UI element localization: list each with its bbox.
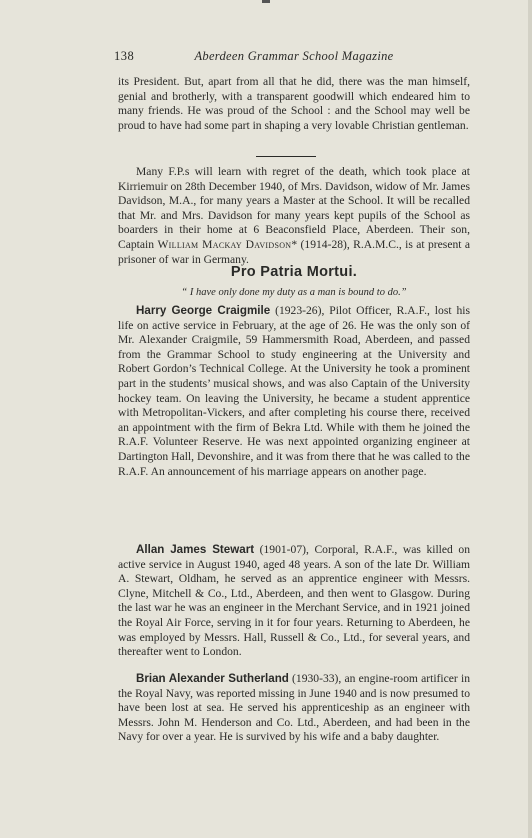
paragraph-president: its President. But, apart from all that he did, there was the man himself, genial and brotherly, with a transparent goodwill which endeared him to many friends. He was proud of the School : and the School may well be proud to have had some part in shaping a very lovable Christian gentleman. [118, 75, 470, 132]
section-divider [256, 156, 316, 157]
obituary-text: (1930-33), an engine-room artificer in the Royal Navy, was reported missing in June 1940 and is now presumed to have been lost at sea. He served his apprenticeship as an engineer with Messrs. John M. Henderson and Co. Ltd., Aberdeen, and had been in the Navy for over a year. He is survived by his wife and a baby daughter. [118, 672, 470, 744]
epigraph: “ I have only done my duty as a man is bound to do.” [181, 287, 407, 298]
davidson-name: William Mackay Davidson [157, 237, 292, 251]
obituary-stewart [118, 543, 470, 660]
obituary-craigmile [118, 304, 470, 479]
page-number: 138 [114, 49, 135, 63]
davidson-text-start: Many F.P.s will learn with regret of the death, which took place at Kirriemuir on 28th December 1940, of Mrs. Davidson, widow of Mr. James Davidson, M.A., for many years a Master at the School. It will be recalled that Mr. and Mrs. Davidson for many years kept pupils of the School as boarders in their home at 6 Beaconsfield Place, Aberdeen. Their son, Captain [118, 165, 470, 251]
obituary-name: Brian Alexander Sutherland [136, 672, 289, 685]
section-heading: Pro Patria Mortui. [230, 264, 358, 280]
page-top-mark [262, 0, 270, 3]
obituary-text: (1923-26), Pilot Officer, R.A.F., lost his life on active service in February, at the age of 26. He was the only son of Mr. Alexander Craigmile, 59 Hammersmith Road, Aberdeen, and passed from the Grammar School to study engineering at the University and Robert Gordon’s Technical College. At the University he took a prominent part in the students’ musical shows, and was also Captain of the University hockey team. On leaving the University, he became a student apprentice with Metropolitan-Vickers, and after completing his course there, received an appointment with the firm of Bekra Ltd. While with them he joined the R.A.F. Volunteer Reserve. He was next appointed organizing engineer at Dartington Hall, Devonshire, and it was from there that he was called to the R.A.F. An announcement of his marriage appears on another page. [118, 304, 470, 478]
obituary-name: Harry George Craigmile [136, 304, 271, 317]
journal-title: Aberdeen Grammar School Magazine [194, 49, 394, 63]
davidson-text-end: * (1914-28), R.A.M.C., is at present a prisoner of war in Germany. [118, 237, 470, 266]
page-edge-shadow [528, 0, 532, 838]
obituary-name: Allan James Stewart [136, 543, 255, 556]
running-head [114, 47, 474, 65]
paragraph-davidson [118, 165, 470, 267]
obituary-sutherland [118, 672, 470, 745]
obituary-text: (1901-07), Corporal, R.A.F., was killed on active service in August 1940, aged 48 years. A son of the late Dr. William A. Stewart, Oldham, he served as an apprentice engineer with Messrs. Clyne, Mitchell & Co., Ltd., Aberdeen, and then went to Glasgow. During the last war he was an engineer in the Merchant Service, and in 1921 joined the Royal Air Force, serving in it for four years. Returning to Aberdeen, he was employed by Messrs. Hall, Russell & Co., Ltd., for several years, and thereafter went to London. [118, 543, 470, 659]
